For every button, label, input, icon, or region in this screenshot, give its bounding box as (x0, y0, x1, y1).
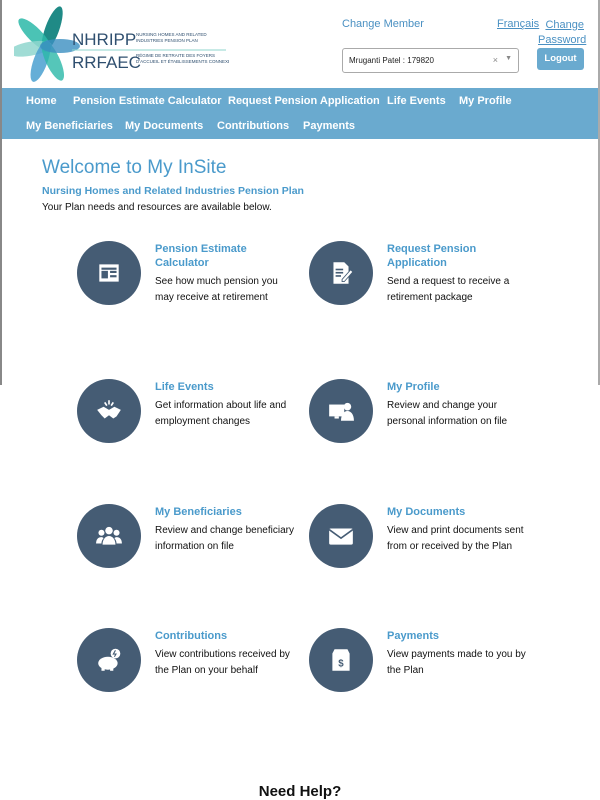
card-description: Review and change beneficiary information on file (155, 525, 294, 552)
svg-text:$: $ (338, 658, 344, 670)
card-title[interactable]: My Profile (387, 381, 440, 393)
card-title[interactable]: Life Events (155, 381, 214, 393)
svg-text:INDUSTRIES PENSION PLAN: INDUSTRIES PENSION PLAN (136, 38, 198, 43)
chevron-down-icon[interactable]: ▼ (505, 55, 512, 62)
nav-home[interactable]: Home (26, 95, 57, 107)
nav-contributions[interactable]: Contributions (217, 120, 290, 132)
card-contributions[interactable] (77, 628, 297, 718)
page-title: Welcome to My InSite (42, 157, 227, 178)
card-life-events[interactable] (77, 379, 297, 469)
nav-my-beneficiaries[interactable]: My Beneficiaries (26, 120, 113, 132)
document-edit-icon[interactable] (309, 241, 373, 305)
card-description: See how much pension you may receive at retirement (155, 276, 278, 303)
svg-text:NURSING HOMES AND RELATED: NURSING HOMES AND RELATED (136, 32, 207, 37)
svg-text:NHRIPP: NHRIPP (72, 30, 137, 49)
nav-pension-estimate-calculator[interactable]: Pension Estimate Calculator (73, 95, 222, 107)
newspaper-icon[interactable] (77, 241, 141, 305)
nav-payments[interactable]: Payments (303, 120, 355, 132)
member-select[interactable] (342, 48, 519, 73)
card-description: View payments made to you by the Plan (387, 649, 526, 676)
users-icon[interactable] (77, 504, 141, 568)
card-title[interactable]: My Documents (387, 506, 466, 518)
main-nav (2, 88, 598, 139)
card-pension-estimate-calculator[interactable] (77, 241, 297, 331)
card-description: View contributions received by the Plan on your behalf (155, 649, 290, 676)
francais-link[interactable]: Français (497, 18, 540, 30)
card-my-documents[interactable] (309, 504, 529, 594)
card-title[interactable]: My Beneficiaries (155, 506, 242, 518)
svg-text:RÉGIME DE RETRAITE DES FOYERS: RÉGIME DE RETRAITE DES FOYERS (136, 53, 216, 58)
card-description: Review and change your personal information on file (387, 400, 508, 427)
logout-button[interactable]: Logout (537, 48, 584, 70)
card-my-profile[interactable] (309, 379, 529, 469)
svg-text:D'ACCUEIL ET ÉTABLISSEMENTS CO: D'ACCUEIL ET ÉTABLISSEMENTS CONNEXES (136, 59, 229, 64)
handshake-icon[interactable] (77, 379, 141, 443)
money-envelope-icon[interactable] (309, 628, 373, 692)
piggy-bank-icon[interactable] (77, 628, 141, 692)
header (0, 0, 600, 88)
card-request-pension-application[interactable] (309, 241, 529, 331)
nhripp-logo[interactable] (14, 6, 229, 82)
nav-request-pension-application[interactable]: Request Pension Application (228, 95, 380, 107)
nav-my-documents[interactable]: My Documents (125, 120, 204, 132)
card-title[interactable]: Contributions (155, 630, 228, 642)
card-my-beneficiaries[interactable] (77, 504, 297, 594)
card-title[interactable]: Pension Estimate Calculator (155, 243, 247, 269)
clear-icon[interactable]: × (492, 55, 498, 65)
member-select-value: Mruganti Patel : 179820 (349, 56, 434, 65)
card-description: View and print documents sent from or received by the Plan (387, 525, 524, 552)
nav-life-events[interactable]: Life Events (387, 95, 446, 107)
card-description: Send a request to receive a retirement package (387, 276, 510, 303)
change-password-link[interactable]: Change Password (538, 19, 587, 46)
need-help-heading: Need Help? (258, 783, 342, 800)
card-title[interactable]: Request Pension Application (387, 243, 477, 269)
intro-text: Your Plan needs and resources are available below. (42, 202, 272, 213)
change-member-link[interactable]: Change Member (342, 18, 424, 30)
card-description: Get information about life and employment changes (155, 400, 287, 427)
nav-my-profile[interactable]: My Profile (459, 95, 512, 107)
envelope-icon[interactable] (309, 504, 373, 568)
card-title[interactable]: Payments (387, 630, 439, 642)
svg-text:RRFAEC: RRFAEC (72, 53, 141, 72)
profile-icon[interactable] (309, 379, 373, 443)
plan-subtitle: Nursing Homes and Related Industries Pension Plan (42, 185, 304, 197)
card-payments[interactable] (309, 628, 529, 718)
